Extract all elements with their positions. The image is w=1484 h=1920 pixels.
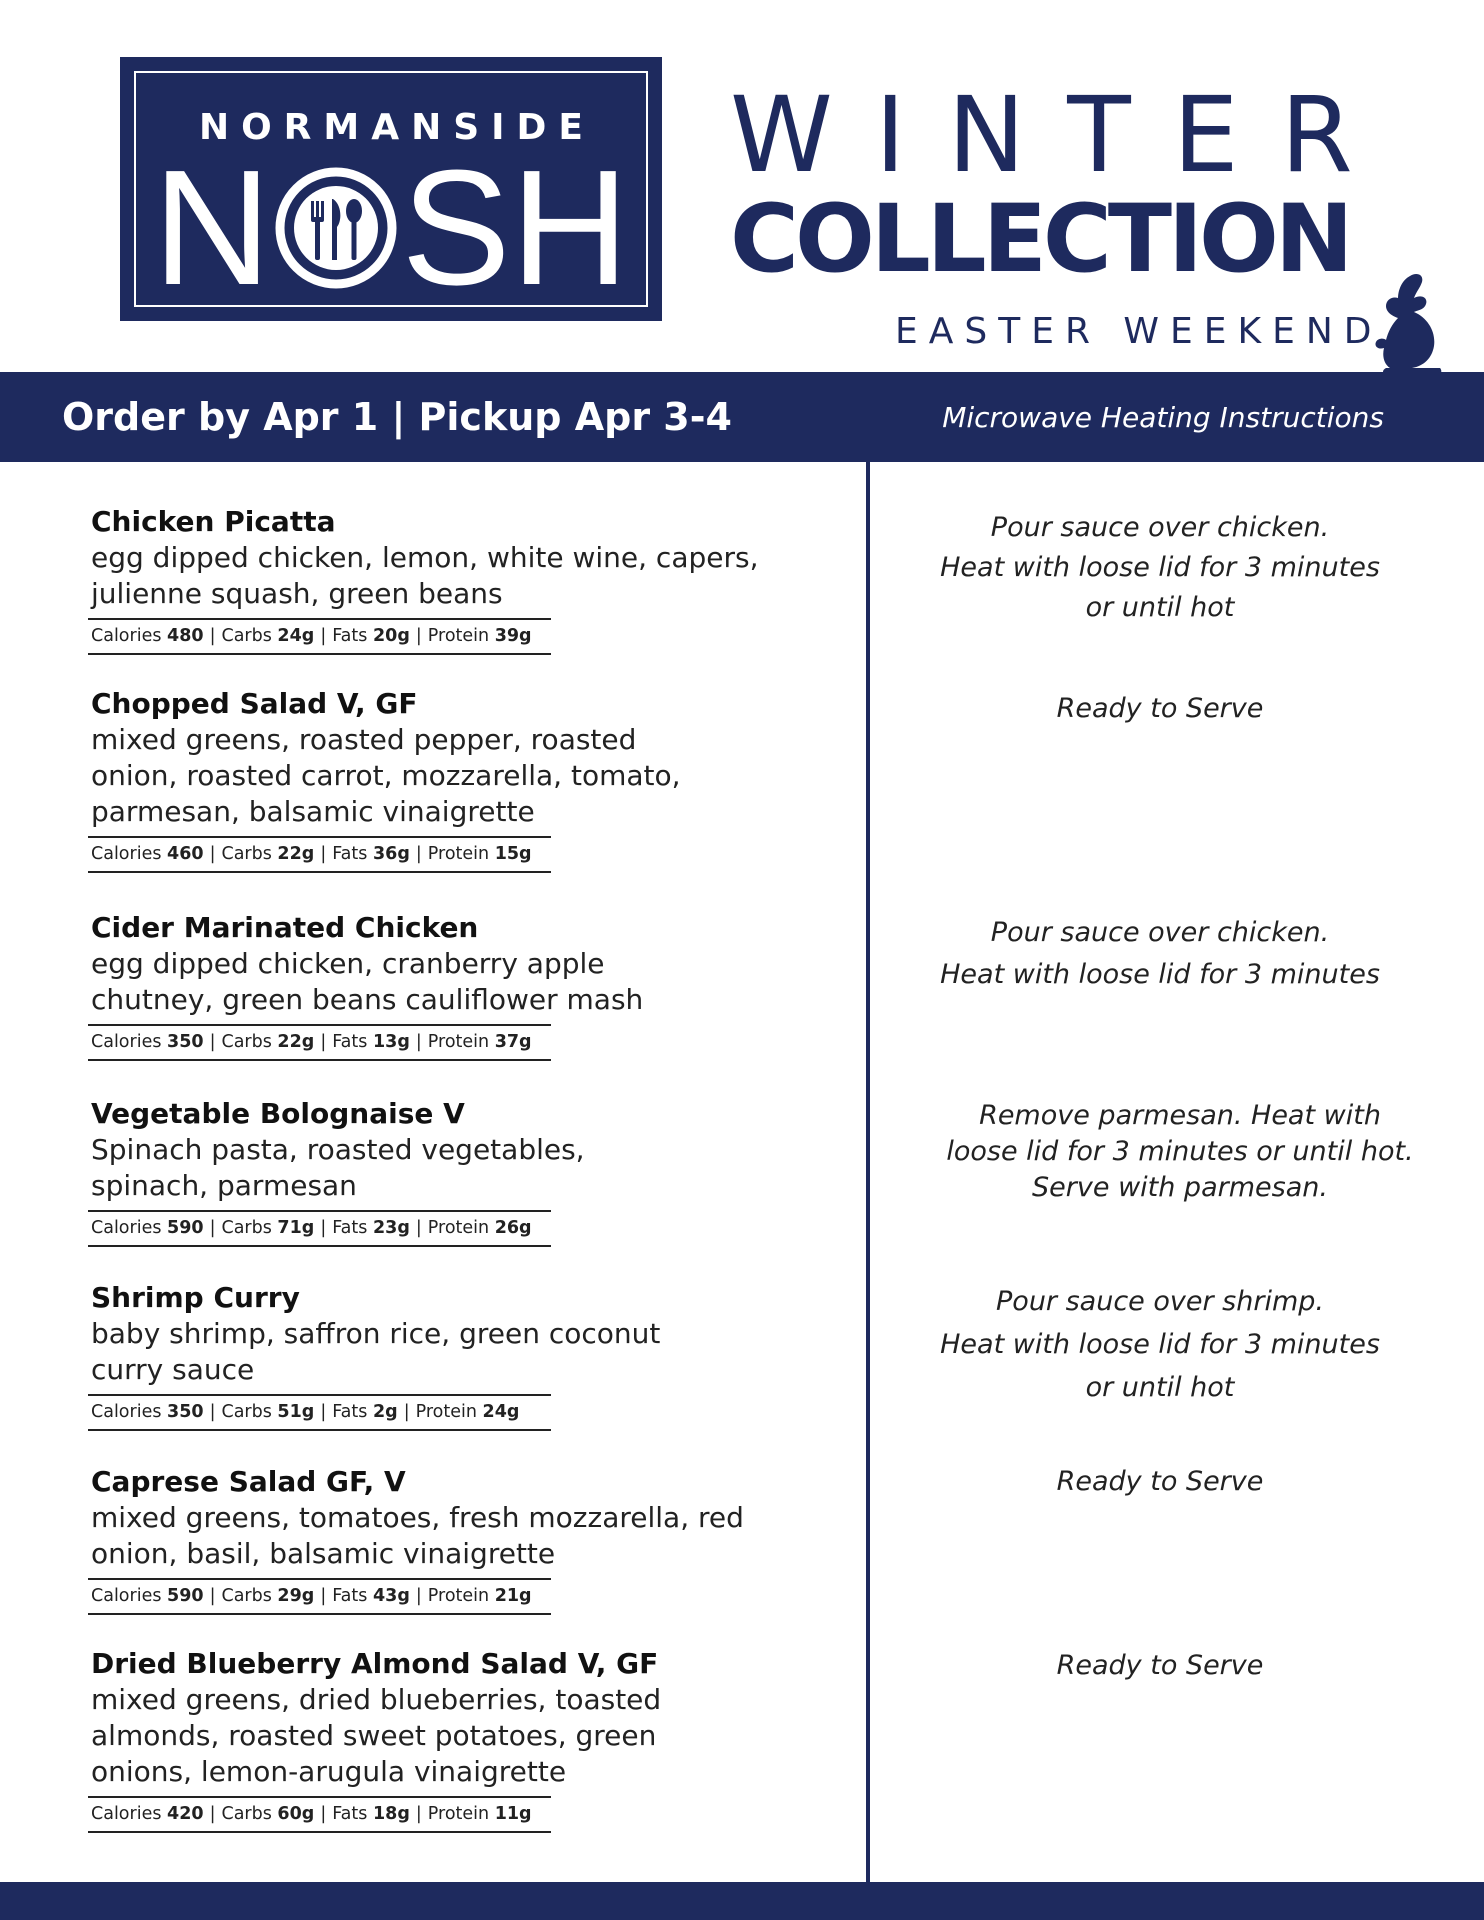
carbs-label: Carbs	[221, 1032, 272, 1052]
item-name: Vegetable Bolognaise V	[91, 1097, 465, 1130]
footer-bar	[0, 1882, 1484, 1920]
logo-border	[134, 71, 648, 319]
nutrition-facts: Calories 480 | Carbs 24g | Fats 20g | Protein 39g	[88, 618, 551, 655]
protein-value: 26g	[494, 1218, 532, 1238]
calories-label: Calories	[91, 1804, 162, 1824]
menu-item	[91, 1096, 811, 1247]
item-description-line: chutney, green beans cauliflower mash	[91, 983, 644, 1016]
calories-value: 590	[167, 1218, 204, 1238]
fats-label: Fats	[332, 626, 368, 646]
fats-label: Fats	[332, 1218, 368, 1238]
fats-label: Fats	[332, 1586, 368, 1606]
carbs-value: 60g	[277, 1804, 315, 1824]
carbs-value: 22g	[277, 1032, 315, 1052]
logo-letter-n: N	[152, 136, 272, 319]
instruction-line: Pour sauce over chicken.	[990, 917, 1330, 948]
plate-fork-knife-spoon-icon	[273, 165, 399, 291]
item-description-line: egg dipped chicken, lemon, white wine, capers,	[91, 541, 759, 574]
title-winter: WINTER	[730, 74, 1395, 196]
menu-item	[91, 504, 811, 655]
item-description-line: Spinach pasta, roasted vegetables,	[91, 1133, 585, 1166]
instruction-line: Ready to Serve	[1056, 1650, 1264, 1681]
item-description	[91, 1500, 811, 1572]
bunny-icon	[1372, 272, 1452, 376]
fats-label: Fats	[332, 1402, 368, 1422]
fats-label: Fats	[332, 844, 368, 864]
instruction-line: Heat with loose lid for 3 minutes	[940, 959, 1380, 990]
logo-top-text: NORMANSIDE	[198, 107, 596, 148]
heating-instructions	[900, 1464, 1420, 1500]
protein-label: Protein	[427, 1218, 490, 1238]
calories-label: Calories	[91, 1032, 162, 1052]
heating-instructions	[920, 1098, 1440, 1206]
carbs-label: Carbs	[221, 844, 272, 864]
fats-value: 43g	[372, 1586, 410, 1606]
calories-value: 350	[167, 1402, 204, 1422]
protein-label: Protein	[427, 626, 490, 646]
item-description	[91, 1132, 811, 1204]
nutrition-facts: Calories 590 | Carbs 29g | Fats 43g | Protein 21g	[88, 1578, 551, 1615]
instruction-line: Remove parmesan. Heat with	[979, 1100, 1381, 1131]
protein-value: 11g	[494, 1804, 532, 1824]
carbs-label: Carbs	[221, 626, 272, 646]
instruction-line: Serve with parmesan.	[1032, 1172, 1328, 1203]
instruction-line: Ready to Serve	[1056, 693, 1264, 724]
heating-instructions	[900, 1648, 1420, 1684]
item-description-line: onion, basil, balsamic vinaigrette	[91, 1537, 556, 1570]
carbs-value: 22g	[277, 844, 315, 864]
order-pickup-dates: Order by Apr 1 | Pickup Apr 3-4	[62, 395, 732, 439]
carbs-label: Carbs	[221, 1218, 272, 1238]
fats-value: 13g	[372, 1032, 410, 1052]
nutrition-facts: Calories 460 | Carbs 22g | Fats 36g | Protein 15g	[88, 836, 551, 873]
fats-label: Fats	[332, 1804, 368, 1824]
instruction-line: Heat with loose lid for 3 minutes	[940, 1329, 1380, 1360]
fats-value: 20g	[372, 626, 410, 646]
protein-label: Protein	[415, 1402, 477, 1422]
heating-instructions	[900, 1280, 1420, 1409]
protein-value: 37g	[494, 1032, 532, 1052]
calories-label: Calories	[91, 1586, 162, 1606]
instruction-line: Heat with loose lid for 3 minutes	[940, 552, 1380, 583]
item-description-line: mixed greens, tomatoes, fresh mozzarella, red	[91, 1501, 744, 1534]
item-description	[91, 946, 811, 1018]
protein-label: Protein	[427, 1586, 490, 1606]
item-name: Chopped Salad V, GF	[91, 687, 418, 720]
item-description-line: egg dipped chicken, cranberry apple	[91, 947, 605, 980]
fats-value: 18g	[372, 1804, 410, 1824]
menu-item	[91, 1646, 811, 1833]
carbs-value: 24g	[277, 626, 315, 646]
logo-wordmark	[136, 136, 646, 319]
protein-value: 24g	[482, 1402, 520, 1422]
instruction-line: Pour sauce over shrimp.	[996, 1286, 1324, 1317]
item-description	[91, 722, 811, 830]
calories-label: Calories	[91, 1402, 162, 1422]
heating-instructions	[900, 508, 1420, 628]
calories-label: Calories	[91, 844, 162, 864]
protein-label: Protein	[427, 1804, 490, 1824]
item-description-line: parmesan, balsamic vinaigrette	[91, 795, 535, 828]
protein-label: Protein	[427, 1032, 490, 1052]
carbs-value: 71g	[277, 1218, 315, 1238]
calories-label: Calories	[91, 1218, 162, 1238]
protein-label: Protein	[427, 844, 490, 864]
item-description-line: mixed greens, dried blueberries, toasted	[91, 1683, 662, 1716]
item-name: Dried Blueberry Almond Salad V, GF	[91, 1647, 659, 1680]
item-description	[91, 1316, 811, 1388]
protein-value: 21g	[494, 1586, 532, 1606]
calories-value: 350	[167, 1032, 204, 1052]
title-collection: COLLECTION	[730, 185, 1350, 294]
heating-instructions	[900, 690, 1420, 728]
order-banner	[0, 372, 1484, 462]
carbs-label: Carbs	[221, 1804, 272, 1824]
calories-label: Calories	[91, 626, 162, 646]
item-name: Caprese Salad GF, V	[91, 1465, 406, 1498]
item-description-line: onion, roasted carrot, mozzarella, tomato,	[91, 759, 681, 792]
item-description-line: julienne squash, green beans	[91, 577, 503, 610]
carbs-label: Carbs	[221, 1402, 272, 1422]
logo-letters-sh: SH	[401, 136, 630, 319]
item-description-line: onions, lemon-arugula vinaigrette	[91, 1755, 567, 1788]
nutrition-facts: Calories 350 | Carbs 22g | Fats 13g | Protein 37g	[88, 1024, 551, 1061]
instructions-header: Microwave Heating Instructions	[942, 401, 1384, 434]
instruction-line: or until hot	[1085, 1372, 1235, 1403]
item-description-line: almonds, roasted sweet potatoes, green	[91, 1719, 657, 1752]
menu-item	[91, 1464, 811, 1615]
menu-item	[91, 1280, 811, 1431]
instruction-line: Ready to Serve	[1056, 1466, 1264, 1497]
item-description-line: mixed greens, roasted pepper, roasted	[91, 723, 637, 756]
item-name: Shrimp Curry	[91, 1281, 300, 1314]
nutrition-facts: Calories 350 | Carbs 51g | Fats 2g | Protein 24g	[88, 1394, 551, 1431]
title-easter-weekend: EASTER WEEKEND	[895, 311, 1383, 352]
nutrition-facts: Calories 420 | Carbs 60g | Fats 18g | Protein 11g	[88, 1796, 551, 1833]
menu-item	[91, 910, 811, 1061]
item-description-line: baby shrimp, saffron rice, green coconut	[91, 1317, 661, 1350]
fats-value: 2g	[372, 1402, 398, 1422]
calories-value: 590	[167, 1586, 204, 1606]
nutrition-facts: Calories 590 | Carbs 71g | Fats 23g | Protein 26g	[88, 1210, 551, 1247]
item-name: Cider Marinated Chicken	[91, 911, 479, 944]
instruction-line: or until hot	[1085, 592, 1235, 623]
protein-value: 39g	[494, 626, 532, 646]
brand-logo	[120, 57, 662, 321]
item-description-line: spinach, parmesan	[91, 1169, 357, 1202]
instruction-line: Pour sauce over chicken.	[990, 512, 1330, 543]
fats-value: 36g	[372, 844, 410, 864]
item-name: Chicken Picatta	[91, 505, 336, 538]
protein-value: 15g	[494, 844, 532, 864]
instruction-line: loose lid for 3 minutes or until hot.	[946, 1136, 1414, 1167]
heating-instructions	[900, 912, 1420, 996]
item-description-line: curry sauce	[91, 1353, 255, 1386]
fats-label: Fats	[332, 1032, 368, 1052]
carbs-label: Carbs	[221, 1586, 272, 1606]
item-description	[91, 1682, 811, 1790]
calories-value: 480	[167, 626, 204, 646]
fats-value: 23g	[372, 1218, 410, 1238]
calories-value: 420	[167, 1804, 204, 1824]
column-divider	[866, 462, 870, 1882]
item-description	[91, 540, 811, 612]
calories-value: 460	[167, 844, 204, 864]
carbs-value: 51g	[277, 1402, 315, 1422]
menu-item	[91, 686, 811, 873]
carbs-value: 29g	[277, 1586, 315, 1606]
